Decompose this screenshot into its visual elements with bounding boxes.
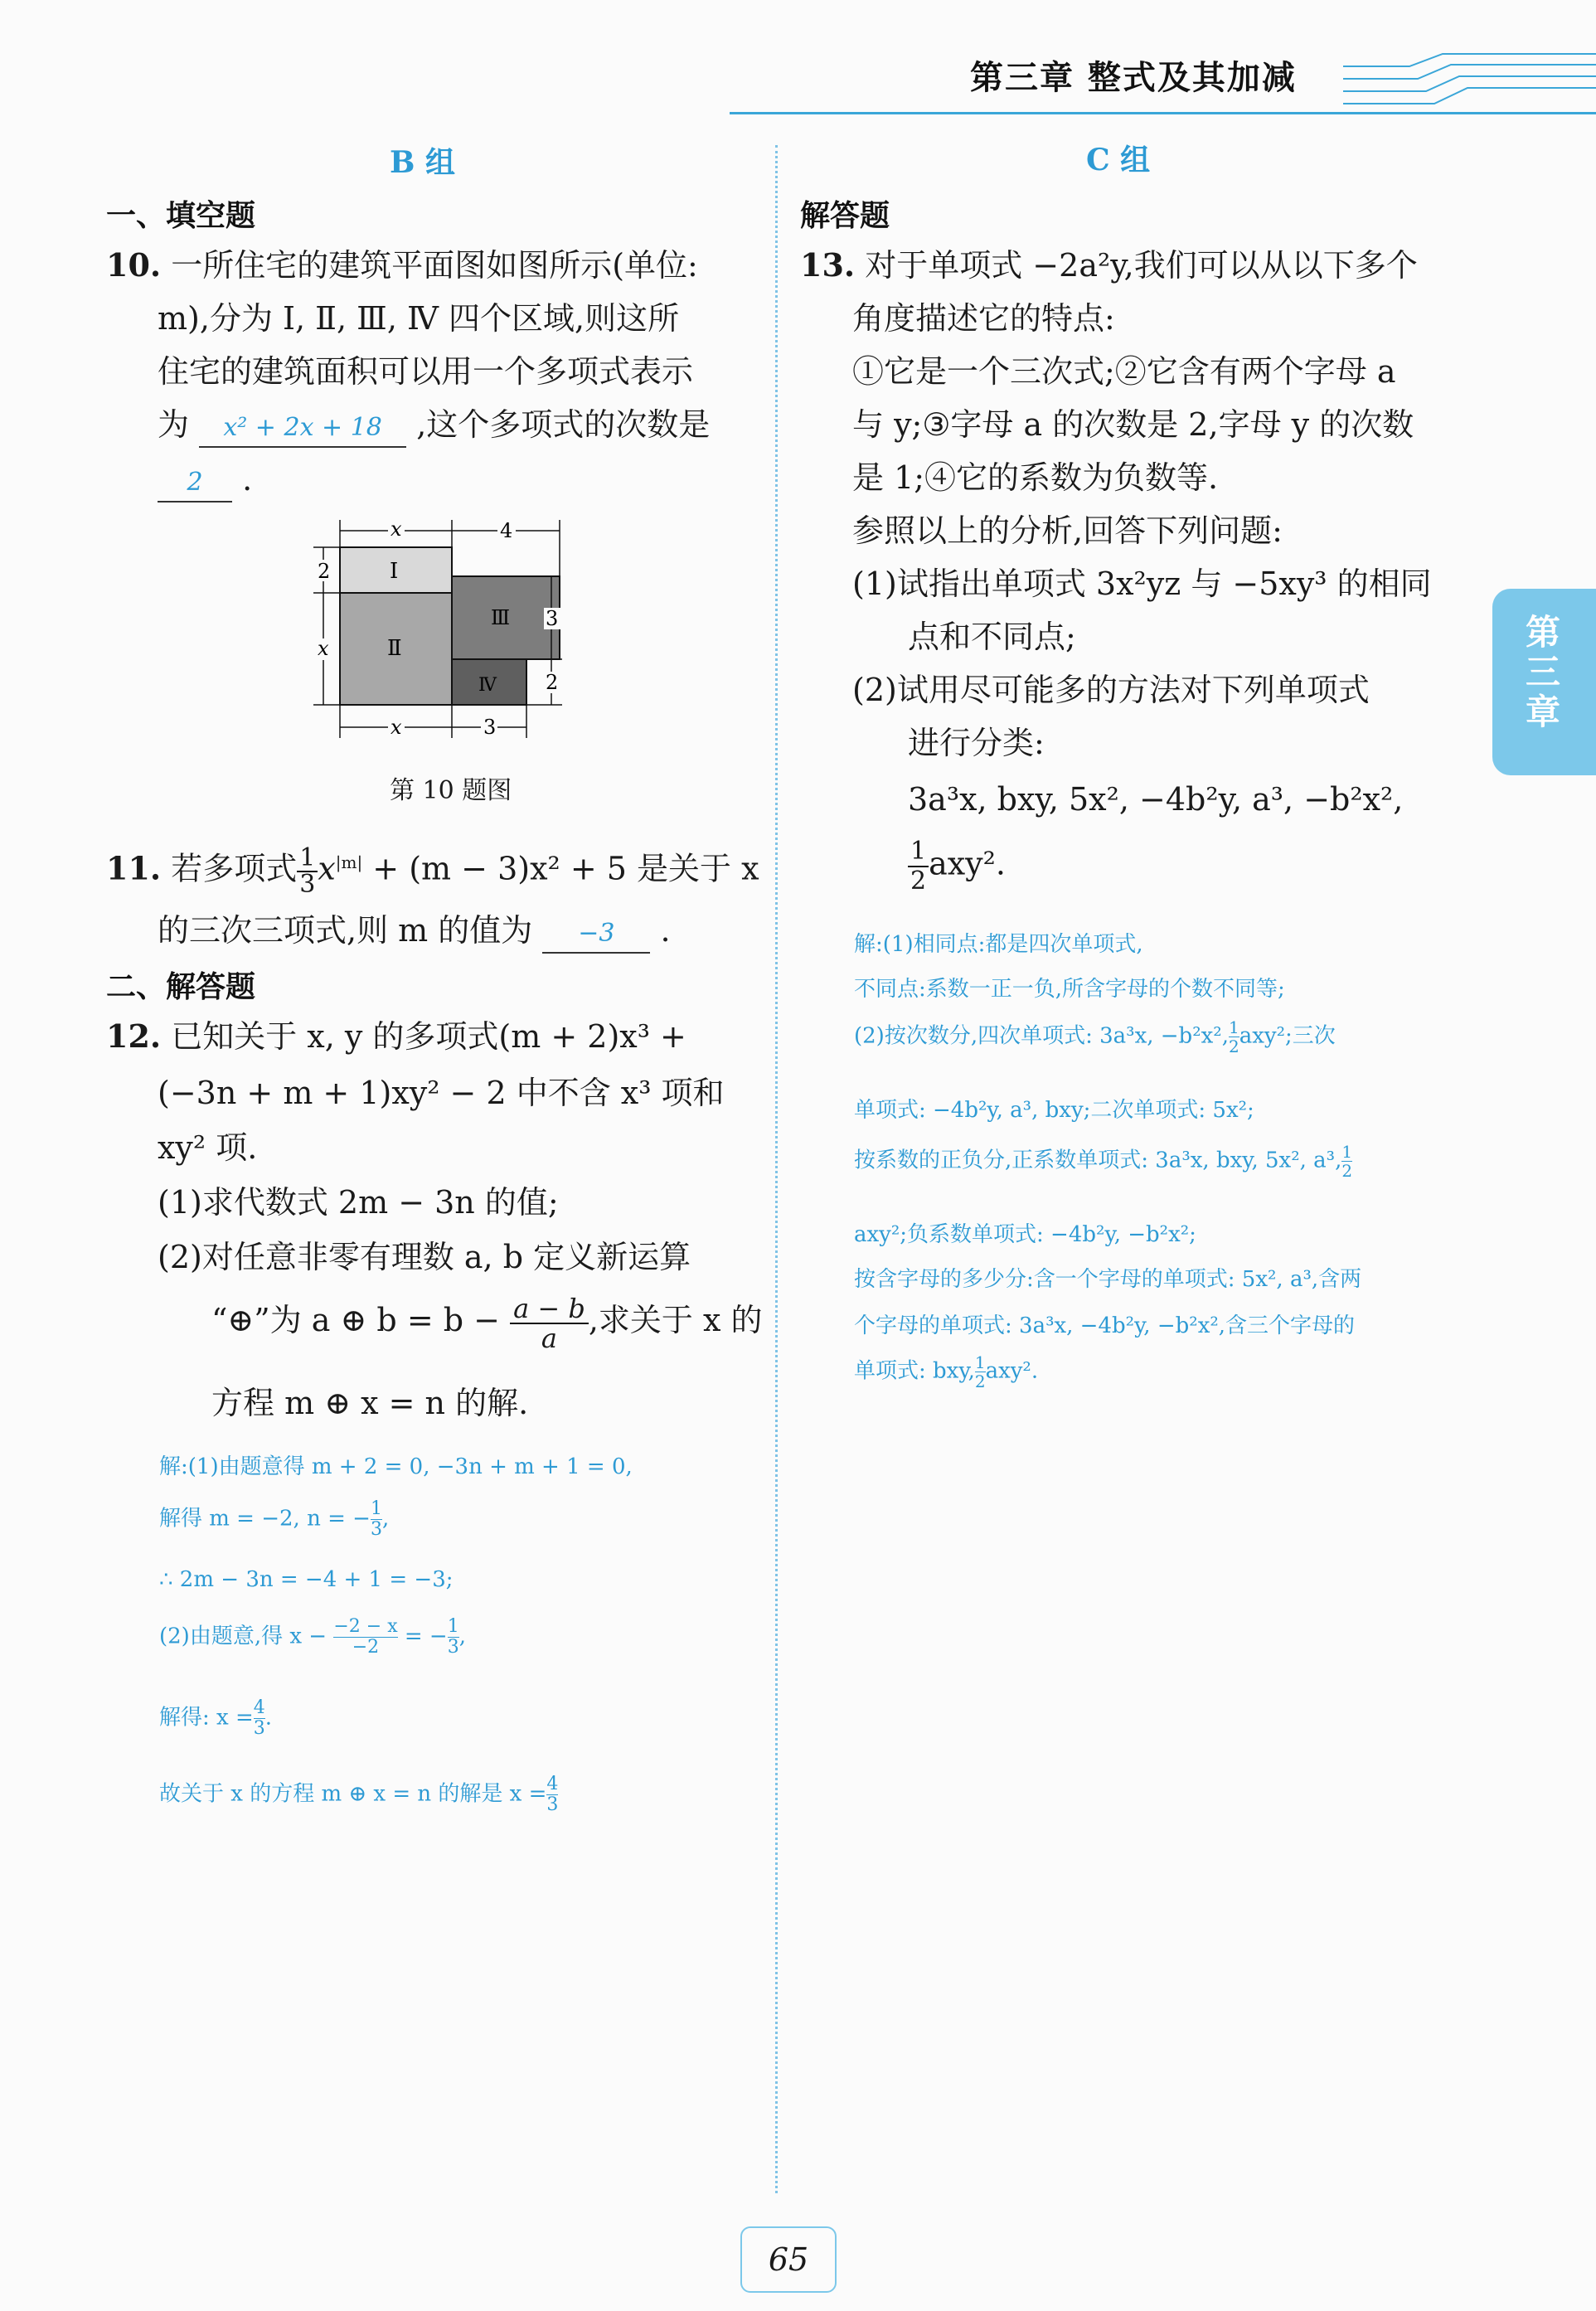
q13-part2d-post: axy². bbox=[929, 845, 1006, 882]
q11-line2 bbox=[158, 912, 671, 954]
sol12-frac-num: 1 bbox=[370, 1498, 382, 1519]
region-iv-label: Ⅳ bbox=[478, 675, 497, 696]
sol12-line4-pre: (2)由题意,得 x − bbox=[159, 1624, 327, 1649]
sol12-line4-frac2-den: 3 bbox=[447, 1637, 459, 1658]
sol12-line2 bbox=[159, 1499, 389, 1540]
q13-part1b: 点和不同点; bbox=[908, 619, 1076, 655]
side-tab-label: 第三章 bbox=[1521, 614, 1561, 733]
region-ii-label: Ⅱ bbox=[387, 636, 402, 661]
q12-def-frac-num: a − b bbox=[510, 1294, 589, 1324]
q10-line5-post: . bbox=[242, 461, 253, 498]
q13-part2b: 进行分类: bbox=[908, 725, 1045, 761]
q13-line4: 与 y;③字母 a 的次数是 2,字母 y 的次数 bbox=[852, 406, 1414, 443]
sol13-line5-frac bbox=[1341, 1143, 1352, 1180]
sol13-line5 bbox=[854, 1143, 1352, 1180]
sol12-line5-frac bbox=[254, 1698, 265, 1739]
q12-part2-def bbox=[211, 1294, 762, 1352]
sol13-line5-pre: 按系数的正负分,正系数单项式: 3a³x, bxy, 5x², a³, bbox=[854, 1148, 1342, 1173]
q11-text-pre: 若多项式 bbox=[171, 850, 298, 887]
q10-floor-plan-figure bbox=[298, 510, 572, 759]
sol13-line3-frac-num: 1 bbox=[1228, 1017, 1239, 1037]
q11-frac-den: 3 bbox=[299, 870, 316, 900]
q13-part2d-frac bbox=[908, 837, 929, 896]
sol12-line4-frac1 bbox=[333, 1617, 397, 1658]
q12-number: 12. bbox=[106, 1017, 162, 1055]
q11-exp: |m| bbox=[335, 852, 363, 872]
sol12-line6-frac-num: 4 bbox=[546, 1774, 559, 1794]
q12-part2-end: 方程 m ⊕ x = n 的解. bbox=[211, 1385, 529, 1421]
q11-text-post: + (m − 3)x² + 5 是关于 x bbox=[362, 850, 759, 887]
sol13-line9-frac bbox=[975, 1353, 986, 1391]
q12-line3: xy² 项. bbox=[158, 1129, 258, 1166]
q10-line5 bbox=[158, 461, 252, 502]
q11-frac-num: 1 bbox=[297, 846, 318, 872]
sol13-line4: 单项式: −4b²y, a³, bxy;二次单项式: 5x²; bbox=[854, 1098, 1254, 1123]
q10-line4-post: ,这个多项式的次数是 bbox=[416, 406, 711, 443]
q12-part1: (1)求代数式 2m − 3n 的值; bbox=[158, 1184, 559, 1221]
right-3-label: 3 bbox=[546, 607, 559, 630]
sol13-line5-frac-den: 2 bbox=[1341, 1161, 1353, 1181]
q11-number: 11. bbox=[106, 849, 162, 887]
q13-part2d bbox=[908, 837, 1006, 896]
q11-fraction bbox=[297, 843, 318, 900]
sol12-line6-frac bbox=[546, 1775, 558, 1815]
top-4-label: 4 bbox=[500, 519, 513, 542]
sol12-line1: 解:(1)由题意得 m + 2 = 0, −3n + m + 1 = 0, bbox=[159, 1454, 633, 1479]
group-b-title: B 组 bbox=[390, 145, 455, 180]
section-fill-blank: 一、填空题 bbox=[106, 199, 256, 233]
sol12-line4-mid: = − bbox=[404, 1624, 448, 1649]
left-2-label: 2 bbox=[318, 560, 331, 583]
q12-part2: (2)对任意非零有理数 a, b 定义新运算 bbox=[158, 1239, 691, 1275]
sol12-line6-pre: 故关于 x 的方程 m ⊕ x = n 的解是 x = bbox=[159, 1781, 547, 1807]
q13-text1: 对于单项式 −2a²y,我们可以从以下多个 bbox=[865, 247, 1418, 284]
chapter-side-tab bbox=[1492, 589, 1596, 775]
q13-part2c: 3a³x, bxy, 5x², −4b²y, a³, −b²x², bbox=[908, 781, 1404, 818]
sol12-line5 bbox=[159, 1698, 272, 1739]
q11-line2-pre: 的三次三项式,则 m 的值为 bbox=[158, 912, 533, 949]
sol12-line2-frac bbox=[371, 1499, 382, 1540]
sol13-line9 bbox=[854, 1353, 1038, 1391]
sol12-line2-post: , bbox=[381, 1506, 390, 1532]
q13-line1 bbox=[800, 247, 1418, 284]
sol13-line3 bbox=[854, 1018, 1336, 1056]
region-i-label: Ⅰ bbox=[390, 559, 399, 584]
q13-part2a: (2)试用尽可能多的方法对下列单项式 bbox=[852, 672, 1370, 708]
q10-figure-caption: 第 10 题图 bbox=[390, 776, 512, 805]
sol13-line5-frac-num: 1 bbox=[1341, 1142, 1353, 1162]
q12-def-post: ,求关于 x 的 bbox=[588, 1302, 763, 1338]
q11-line1 bbox=[106, 837, 759, 900]
page-number: 65 bbox=[740, 2226, 837, 2293]
sol13-line9-frac-den: 2 bbox=[974, 1372, 986, 1391]
q11-var: x bbox=[318, 850, 336, 887]
sol12-line5-frac-num: 4 bbox=[253, 1697, 265, 1718]
q10-answer-blank-2 bbox=[158, 461, 232, 502]
sol13-line3-pre: (2)按次数分,四次单项式: 3a³x, −b²x², bbox=[854, 1023, 1229, 1049]
section-answer: 二、解答题 bbox=[106, 970, 256, 1004]
q13-line5: 是 1;④它的系数为负数等. bbox=[852, 459, 1219, 496]
sol12-line6 bbox=[159, 1775, 558, 1815]
sol12-line4-frac2-num: 1 bbox=[447, 1616, 459, 1637]
q10-number: 10. bbox=[106, 246, 162, 284]
q12-line1 bbox=[106, 1018, 686, 1055]
sol12-line2-pre: 解得 m = −2, n = − bbox=[159, 1506, 371, 1532]
sol12-line5-pre: 解得: x = bbox=[159, 1705, 254, 1731]
sol13-line2: 不同点:系数一正一负,所含字母的个数不同等; bbox=[854, 977, 1285, 1002]
q10-answer-blank-1 bbox=[199, 406, 406, 448]
q11-answer: −3 bbox=[578, 919, 615, 948]
region-iii-label: Ⅲ bbox=[491, 606, 511, 629]
sol12-line5-post: . bbox=[264, 1705, 273, 1731]
sol13-line9-pre: 单项式: bxy, bbox=[854, 1358, 975, 1384]
q13-line3: ①它是一个三次式;②它含有两个字母 a bbox=[852, 353, 1396, 390]
chapter-header-title: 第三章 整式及其加减 bbox=[970, 59, 1297, 97]
sol13-line9-post: axy². bbox=[985, 1358, 1039, 1384]
sol13-line6: axy²;负系数单项式: −4b²y, −b²x²; bbox=[854, 1222, 1196, 1247]
header-rule bbox=[730, 112, 1596, 114]
q12-def-pre: “⊕”为 a ⊕ b = b − bbox=[211, 1302, 500, 1338]
q11-answer-blank bbox=[542, 912, 650, 954]
sol12-line4-frac1-num: −2 − x bbox=[333, 1616, 398, 1637]
sol12-line3: ∴ 2m − 3n = −4 + 1 = −3; bbox=[159, 1567, 454, 1592]
bottom-x-label: x bbox=[391, 716, 402, 739]
column-divider bbox=[775, 145, 778, 2193]
bottom-3-label: 3 bbox=[483, 716, 497, 739]
sol13-line3-frac bbox=[1229, 1018, 1239, 1056]
q13-line6: 参照以上的分析,回答下列问题: bbox=[852, 512, 1283, 549]
q10-line1 bbox=[106, 247, 698, 284]
q10-text1: 一所住宅的建筑平面图如图所示(单位: bbox=[171, 247, 698, 284]
q13-line2: 角度描述它的特点: bbox=[852, 300, 1115, 337]
q12-def-frac-den: a bbox=[541, 1322, 557, 1354]
q13-part2d-frac-num: 1 bbox=[908, 837, 929, 867]
q10-answer-2: 2 bbox=[187, 468, 203, 497]
sol12-line5-frac-den: 3 bbox=[253, 1718, 265, 1739]
q11-line2-post: . bbox=[660, 912, 671, 949]
q13-part2d-frac-den: 2 bbox=[910, 867, 927, 896]
header-decoration-lines bbox=[1343, 50, 1596, 116]
q10-line4-pre: 为 bbox=[158, 406, 190, 443]
section-solve: 解答题 bbox=[800, 199, 890, 233]
left-x-label: x bbox=[318, 637, 329, 660]
sol12-line4-frac2 bbox=[448, 1617, 459, 1658]
sol13-line8: 个字母的单项式: 3a³x, −4b²y, −b²x²,含三个字母的 bbox=[854, 1313, 1356, 1338]
q10-line3: 住宅的建筑面积可以用一个多项式表示 bbox=[158, 353, 694, 390]
sol12-frac-den: 3 bbox=[370, 1519, 382, 1540]
sol13-line3-post: axy²;三次 bbox=[1239, 1023, 1336, 1049]
q13-number: 13. bbox=[800, 246, 856, 284]
right-2-label: 2 bbox=[546, 671, 559, 694]
group-c-title: C 组 bbox=[1086, 143, 1151, 177]
q12-line2: (−3n + m + 1)xy² − 2 中不含 x³ 项和 bbox=[158, 1075, 725, 1111]
top-x-label: x bbox=[391, 517, 402, 541]
q10-line2: m),分为 Ⅰ, Ⅱ, Ⅲ, Ⅳ 四个区域,则这所 bbox=[158, 300, 680, 337]
sol13-line1: 解:(1)相同点:都是四次单项式, bbox=[854, 932, 1143, 957]
q10-answer-1: x² + 2x + 18 bbox=[223, 413, 382, 442]
sol13-line3-frac-den: 2 bbox=[1228, 1037, 1239, 1056]
sol12-line4 bbox=[159, 1617, 466, 1658]
sol13-line9-frac-num: 1 bbox=[974, 1352, 986, 1372]
sol12-line4-frac1-den: −2 bbox=[352, 1637, 380, 1658]
sol12-line4-post: , bbox=[458, 1624, 466, 1649]
sol12-line6-frac-den: 3 bbox=[546, 1794, 559, 1815]
q12-text1: 已知关于 x, y 的多项式(m + 2)x³ + bbox=[171, 1018, 686, 1055]
sol13-line7: 按含字母的多少分:含一个字母的单项式: 5x², a³,含两 bbox=[854, 1267, 1362, 1292]
q10-line4 bbox=[158, 406, 710, 448]
q12-def-fraction bbox=[510, 1294, 589, 1352]
q13-part1a: (1)试指出单项式 3x²yz 与 −5xy³ 的相同 bbox=[852, 566, 1432, 602]
